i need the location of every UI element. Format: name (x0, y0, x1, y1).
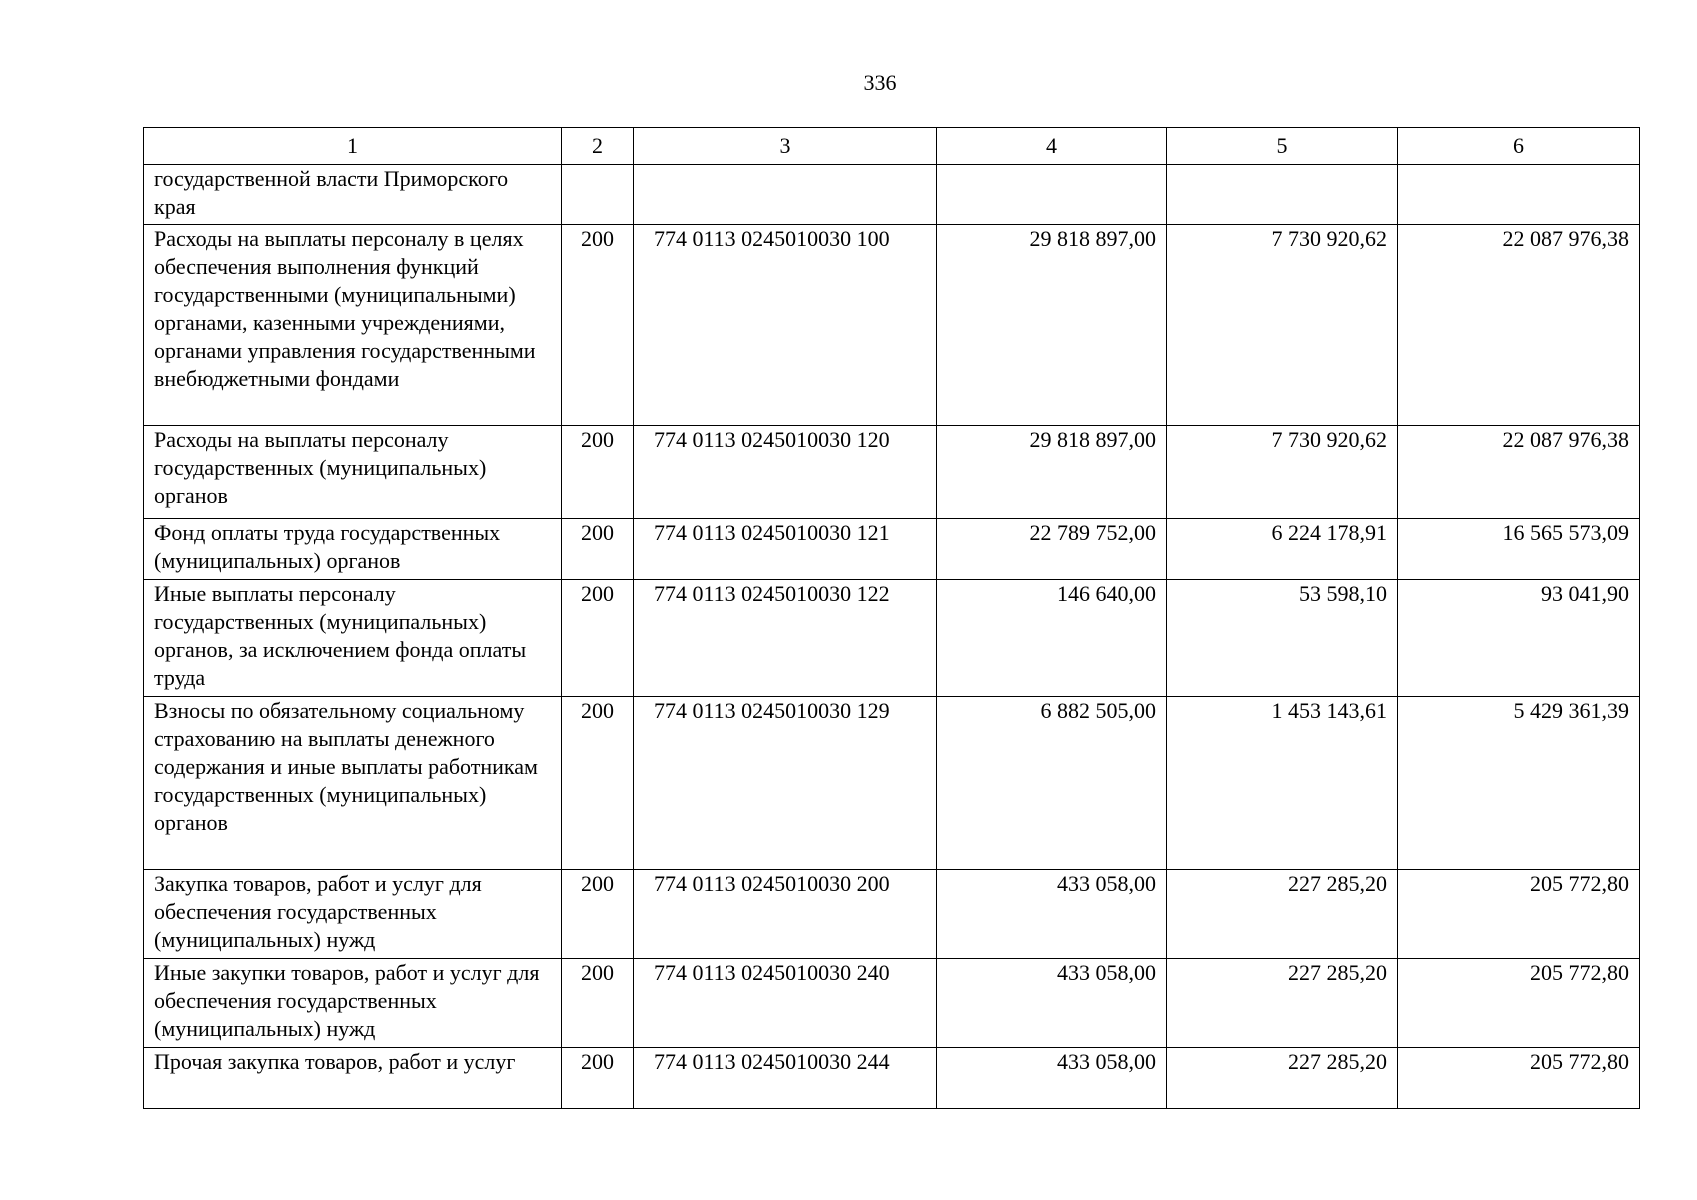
table-row (144, 426, 1640, 519)
row-budget-code-cell: 774 0113 0245010030 244 (634, 1048, 937, 1109)
row-executed-cell: 227 285,20 (1167, 959, 1398, 1048)
row-name-cell: Закупка товаров, работ и услуг для обеспечения государственных (муниципальных) нужд (144, 870, 562, 959)
row-approved-cell: 22 789 752,00 (937, 519, 1167, 580)
row-approved-cell: 433 058,00 (937, 959, 1167, 1048)
table-header-row (144, 128, 1640, 165)
row-unexecuted-cell: 205 772,80 (1398, 1048, 1640, 1109)
row-line-code-cell: 200 (562, 959, 634, 1048)
row-approved-cell (937, 165, 1167, 225)
row-budget-code-cell: 774 0113 0245010030 122 (634, 580, 937, 697)
row-approved-cell: 146 640,00 (937, 580, 1167, 697)
column-header-1: 1 (144, 128, 562, 165)
row-unexecuted-cell: 5 429 361,39 (1398, 697, 1640, 870)
row-name-cell: Фонд оплаты труда государственных (муниципальных) органов (144, 519, 562, 580)
row-approved-cell: 29 818 897,00 (937, 225, 1167, 426)
row-approved-cell: 433 058,00 (937, 1048, 1167, 1109)
row-unexecuted-cell: 205 772,80 (1398, 959, 1640, 1048)
table-row (144, 959, 1640, 1048)
row-budget-code-cell: 774 0113 0245010030 121 (634, 519, 937, 580)
row-unexecuted-cell: 205 772,80 (1398, 870, 1640, 959)
row-executed-cell: 7 730 920,62 (1167, 426, 1398, 519)
row-line-code-cell: 200 (562, 870, 634, 959)
row-name-cell: Прочая закупка товаров, работ и услуг (144, 1048, 562, 1109)
column-header-5: 5 (1167, 128, 1398, 165)
row-executed-cell: 227 285,20 (1167, 870, 1398, 959)
row-budget-code-cell: 774 0113 0245010030 100 (634, 225, 937, 426)
row-name-cell: Расходы на выплаты персоналу в целях обеспечения выполнения функций государственными (муниципальными) органами, казенными учреждениями, органами управления государственными внебюджетными фондами (144, 225, 562, 426)
table-row (144, 870, 1640, 959)
row-unexecuted-cell: 22 087 976,38 (1398, 225, 1640, 426)
row-name-cell: Иные выплаты персоналу государственных (муниципальных) органов, за исключением фонда оплаты труда (144, 580, 562, 697)
row-name-cell: Расходы на выплаты персоналу государственных (муниципальных) органов (144, 426, 562, 519)
row-line-code-cell: 200 (562, 697, 634, 870)
row-approved-cell: 433 058,00 (937, 870, 1167, 959)
row-line-code-cell (562, 165, 634, 225)
row-executed-cell: 1 453 143,61 (1167, 697, 1398, 870)
table-row (144, 165, 1640, 225)
budget-table (143, 127, 1640, 1109)
row-line-code-cell: 200 (562, 426, 634, 519)
table-row (144, 225, 1640, 426)
row-budget-code-cell: 774 0113 0245010030 200 (634, 870, 937, 959)
row-name-cell: Иные закупки товаров, работ и услуг для обеспечения государственных (муниципальных) нужд (144, 959, 562, 1048)
column-header-4: 4 (937, 128, 1167, 165)
table-row (144, 697, 1640, 870)
table-row (144, 1048, 1640, 1109)
page-number: 336 (863, 70, 897, 95)
row-budget-code-cell: 774 0113 0245010030 120 (634, 426, 937, 519)
row-line-code-cell: 200 (562, 580, 634, 697)
row-unexecuted-cell: 93 041,90 (1398, 580, 1640, 697)
table-row (144, 519, 1640, 580)
table-row (144, 580, 1640, 697)
row-executed-cell (1167, 165, 1398, 225)
row-line-code-cell: 200 (562, 519, 634, 580)
row-name-cell: Взносы по обязательному социальному страхованию на выплаты денежного содержания и иные выплаты работникам государственных (муниципальных) органов (144, 697, 562, 870)
row-budget-code-cell: 774 0113 0245010030 129 (634, 697, 937, 870)
row-executed-cell: 7 730 920,62 (1167, 225, 1398, 426)
column-header-2: 2 (562, 128, 634, 165)
row-executed-cell: 227 285,20 (1167, 1048, 1398, 1109)
row-line-code-cell: 200 (562, 1048, 634, 1109)
row-budget-code-cell (634, 165, 937, 225)
row-unexecuted-cell: 16 565 573,09 (1398, 519, 1640, 580)
row-line-code-cell: 200 (562, 225, 634, 426)
row-executed-cell: 6 224 178,91 (1167, 519, 1398, 580)
row-unexecuted-cell (1398, 165, 1640, 225)
row-executed-cell: 53 598,10 (1167, 580, 1398, 697)
column-header-3: 3 (634, 128, 937, 165)
row-approved-cell: 6 882 505,00 (937, 697, 1167, 870)
row-name-cell: государственной власти Приморского края (144, 165, 562, 225)
row-unexecuted-cell: 22 087 976,38 (1398, 426, 1640, 519)
row-approved-cell: 29 818 897,00 (937, 426, 1167, 519)
column-header-6: 6 (1398, 128, 1640, 165)
row-budget-code-cell: 774 0113 0245010030 240 (634, 959, 937, 1048)
